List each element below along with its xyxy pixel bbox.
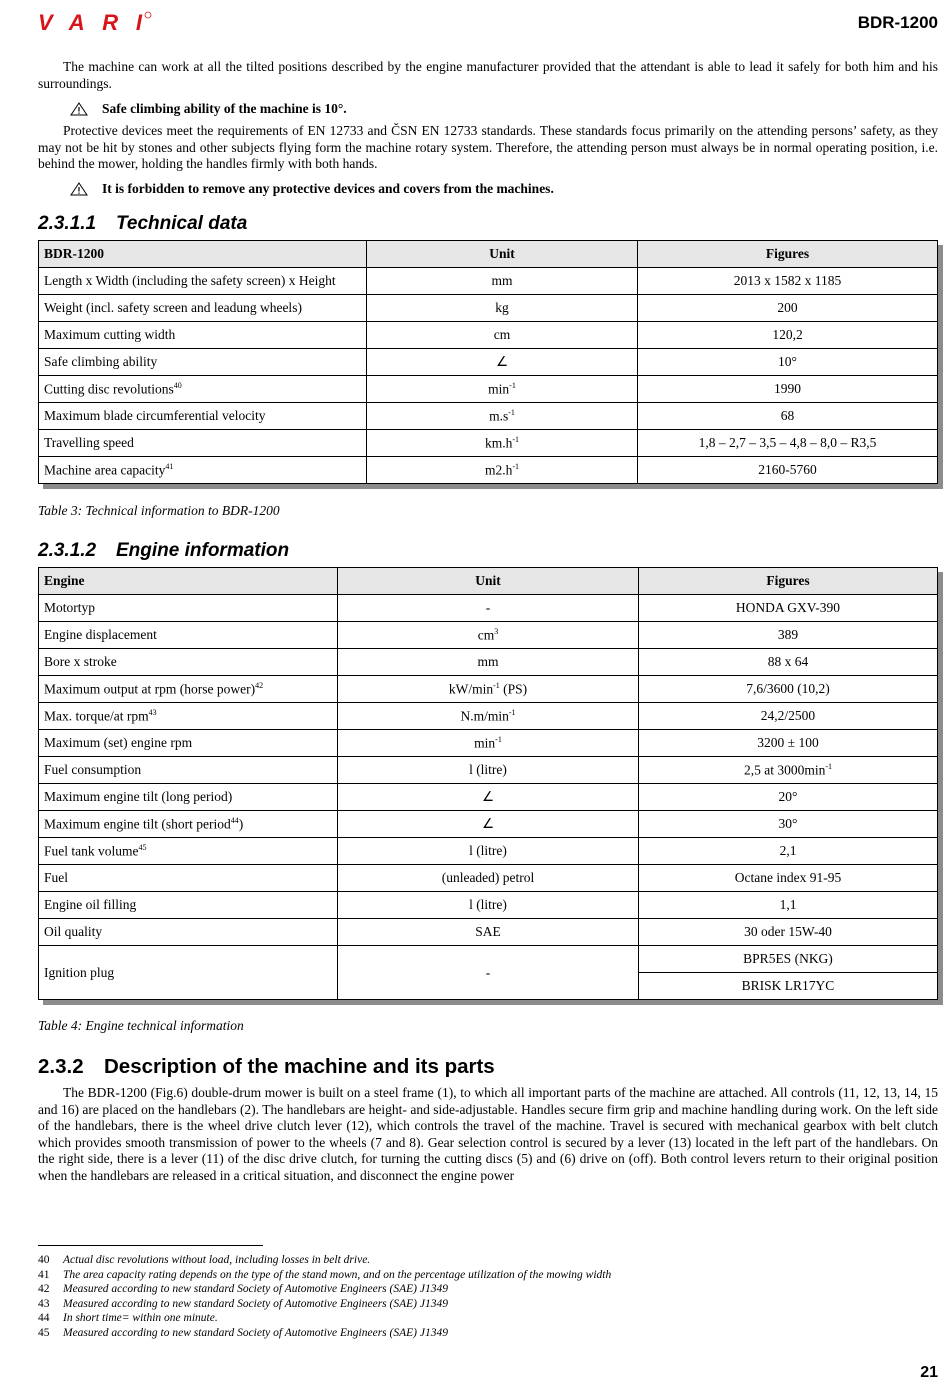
table-row xyxy=(39,811,938,838)
table-row xyxy=(39,322,938,349)
footnote xyxy=(38,1282,611,1297)
table-cell-unit-text: l (litre) xyxy=(469,762,507,777)
table-cell-unit xyxy=(367,349,638,376)
table-cell-parameter xyxy=(39,649,338,676)
table-cell-value xyxy=(639,811,938,838)
table-cell-unit xyxy=(338,730,639,757)
column-header: Engine xyxy=(39,568,338,595)
table-row xyxy=(39,919,938,946)
footnote-number: 40 xyxy=(38,1254,50,1266)
footnote xyxy=(38,1326,611,1341)
table-cell-unit-text: cm xyxy=(493,327,511,342)
table-row xyxy=(39,403,938,430)
table-cell-unit xyxy=(338,703,639,730)
table-cell-parameter-text: Maximum engine tilt (long period) xyxy=(44,789,233,804)
table-cell-unit-text: ∠ xyxy=(495,354,509,369)
table-cell-value xyxy=(638,376,938,403)
table-row xyxy=(39,376,938,403)
table-cell-parameter xyxy=(39,703,338,730)
table-cell-unit xyxy=(367,376,638,403)
table-cell-unit xyxy=(367,457,638,484)
table-cell-unit-text: min xyxy=(474,735,496,751)
footnote xyxy=(38,1268,611,1283)
table-cell-value xyxy=(638,430,938,457)
footnote-number: 45 xyxy=(38,1326,50,1339)
table-row xyxy=(39,457,938,484)
table-cell-parameter xyxy=(39,595,338,622)
table-cell-value-text: 3200 ± 100 xyxy=(757,735,819,750)
superscript: -1 xyxy=(508,707,516,717)
table-cell-parameter xyxy=(39,838,338,865)
table-cell-parameter-text: Fuel consumption xyxy=(44,762,142,777)
superscript: -1 xyxy=(825,761,833,771)
logo-text: VARI xyxy=(38,11,142,33)
table-cell-parameter xyxy=(39,730,338,757)
section-title: Engine information xyxy=(116,540,290,561)
table-cell-unit xyxy=(338,811,639,838)
table-cell-unit-text: cm xyxy=(477,627,495,643)
table-cell-unit xyxy=(338,757,639,784)
table-cell-parameter-text: Bore x stroke xyxy=(44,654,117,669)
table-cell-value: BRISK LR17YC xyxy=(639,973,938,1000)
table-row xyxy=(39,784,938,811)
superscript: -1 xyxy=(493,680,500,690)
table-cell-parameter xyxy=(39,676,338,703)
engine-information-table xyxy=(38,567,938,1000)
table-row xyxy=(39,268,938,295)
table-cell-unit xyxy=(338,919,639,946)
table-cell-parameter-text: Cutting disc revolutions xyxy=(44,381,174,397)
section-number: 2.3.1.1 xyxy=(38,213,97,234)
table-cell-value xyxy=(639,757,938,784)
table-cell-parameter xyxy=(39,784,338,811)
table-cell-value-text: 120,2 xyxy=(772,327,803,342)
superscript: -1 xyxy=(495,734,502,744)
footnotes xyxy=(38,1253,611,1341)
table-cell-unit xyxy=(338,622,639,649)
table-cell-value xyxy=(638,295,938,322)
table-cell-value-text: Octane index 91-95 xyxy=(734,870,842,885)
footnote-number: 42 xyxy=(38,1283,50,1296)
warning-triangle-icon xyxy=(70,102,88,116)
table-cell-value xyxy=(638,268,938,295)
table-cell-unit xyxy=(367,430,638,457)
section-title: Description of the machine and its parts xyxy=(104,1055,495,1078)
table-cell-unit-text: mm xyxy=(491,273,513,288)
document-id: BDR-1200 xyxy=(857,13,938,32)
intro-paragraph-2: Protective devices meet the requirements of EN 12733 and ČSN EN 12733 standards. These standards focus primarily on the attending persons’ safety, as they may not be hit by stones and other subjects flying form the machine rotary system. Therefore, the attending person must always be in normal operating position, i.e. behind the mower, holding the handles firmly with both hands. xyxy=(38,123,938,171)
column-header: BDR-1200 xyxy=(39,241,367,268)
table-cell-value-text: 2,5 at 3000min xyxy=(743,762,826,778)
table-cell-value xyxy=(639,595,938,622)
table-cell-unit xyxy=(338,892,639,919)
table-cell-unit-text: min xyxy=(488,381,510,397)
superscript: -1 xyxy=(509,380,516,390)
superscript: -1 xyxy=(512,461,520,471)
table-header-row xyxy=(39,568,938,595)
table-cell-value-text: 30 oder 15W-40 xyxy=(744,924,832,939)
table-cell-parameter xyxy=(39,349,367,376)
table-header-row xyxy=(39,241,938,268)
superscript: 41 xyxy=(165,461,174,471)
table-cell-unit-text: m2.h xyxy=(484,462,513,478)
table-cell-parameter-text: Machine area capacity xyxy=(44,462,166,478)
table-cell-unit xyxy=(367,295,638,322)
table-cell-parameter-text: Maximum cutting width xyxy=(44,327,176,342)
table-cell-value-text: 2160-5760 xyxy=(758,462,817,477)
table-cell-value xyxy=(638,349,938,376)
technical-data-table xyxy=(38,240,938,484)
column-header: Unit xyxy=(338,568,639,595)
footnote-text: In short time= within one minute. xyxy=(63,1312,218,1325)
table-row xyxy=(39,349,938,376)
table-cell-parameter-text: Length x Width (including the safety screen) x Height xyxy=(44,273,336,288)
table-cell-unit-text: ∠ xyxy=(481,789,495,804)
column-header: Unit xyxy=(367,241,638,268)
table-cell-value xyxy=(639,703,938,730)
table-cell-parameter xyxy=(39,403,367,430)
footnote-text: Measured according to new standard Society of Automotive Engineers (SAE) J1349 xyxy=(63,1297,448,1310)
column-header: Figures xyxy=(638,241,938,268)
table-cell-value-text: 10° xyxy=(778,354,797,369)
superscript: 45 xyxy=(138,842,147,852)
table-row xyxy=(39,430,938,457)
table-row xyxy=(39,946,938,973)
footnote xyxy=(38,1253,611,1268)
table-cell-unit xyxy=(367,322,638,349)
table-cell-parameter-text: Safe climbing ability xyxy=(44,354,158,369)
table-cell-unit xyxy=(338,595,639,622)
table-row xyxy=(39,730,938,757)
warning-climbing xyxy=(70,101,347,117)
table-cell-unit-text: - xyxy=(485,600,491,615)
superscript: -1 xyxy=(508,407,515,417)
table-cell-unit: - xyxy=(338,946,639,1000)
table-cell-parameter xyxy=(39,892,338,919)
table-row xyxy=(39,892,938,919)
table-cell-unit-text: kg xyxy=(495,300,509,315)
table-cell-parameter-text: Maximum output at rpm (horse power) xyxy=(44,681,256,697)
table-cell-parameter-text: Engine displacement xyxy=(44,627,157,642)
footnote-number: 43 xyxy=(38,1297,50,1310)
table-cell-unit xyxy=(338,784,639,811)
table-cell-value-text: 88 x 64 xyxy=(767,654,809,669)
table-caption: Table 3: Technical information to BDR-1200 xyxy=(38,503,280,518)
table-cell-parameter-text: Engine oil filling xyxy=(44,897,137,912)
footnote-text: Measured according to new standard Society of Automotive Engineers (SAE) J1349 xyxy=(63,1283,448,1296)
footnote xyxy=(38,1311,611,1326)
table-cell-value xyxy=(639,649,938,676)
page-number: 21 xyxy=(920,1364,938,1381)
section-heading-engine-information xyxy=(38,540,289,562)
table-cell-value-text: 20° xyxy=(778,789,798,804)
table-cell-parameter xyxy=(39,295,367,322)
table-cell-parameter-text: Fuel tank volume xyxy=(44,843,139,859)
table-cell-value xyxy=(639,730,938,757)
table-cell-parameter-text: Motortyp xyxy=(44,600,96,615)
section-title: Technical data xyxy=(116,213,248,234)
table-cell-value-text: 68 xyxy=(780,408,795,423)
table-cell-value-text: 1,8 – 2,7 – 3,5 – 4,8 – 8,0 – R3,5 xyxy=(698,435,877,450)
table-row xyxy=(39,295,938,322)
superscript: 44 xyxy=(230,815,239,825)
table-cell-parameter xyxy=(39,919,338,946)
table-cell-unit xyxy=(338,865,639,892)
table-cell-parameter-text: Maximum (set) engine rpm xyxy=(44,735,193,750)
table-cell-value-text: 2013 x 1582 x 1185 xyxy=(733,273,842,288)
table-cell-parameter xyxy=(39,376,367,403)
table-cell-unit xyxy=(367,268,638,295)
table-row xyxy=(39,649,938,676)
table-row xyxy=(39,838,938,865)
table-cell-parameter-suffix: ) xyxy=(238,816,244,832)
table-cell-value xyxy=(639,676,938,703)
table-cell-unit-text: (unleaded) petrol xyxy=(441,870,535,885)
table-caption: Table 4: Engine technical information xyxy=(38,1018,244,1033)
table-cell-value: BPR5ES (NKG) xyxy=(639,946,938,973)
superscript: 42 xyxy=(255,680,264,690)
table-cell-value-text: HONDA GXV-390 xyxy=(735,600,841,615)
description-paragraph: The BDR-1200 (Fig.6) double-drum mower is built on a steel frame (1), to which all important parts of the machine are attached. All controls (11, 12, 13, 14, 15 and 16) are placed on the handlebars (2). The handlebars are height- and side-adjustable. Handles secure firm grip and machine handling during work. On the left side of the handlebars, there is the wheel drive clutch lever (12), which controls the travel of the machine. Travel is secured with mechanical gearbox with belt clutch which provides smooth transmission of power to the wheels (7 and 8). Gear selection control is secured by a lever (13) located in the left part of the handlebars. On the right side, there is a lever (11) of the disc drive clutch, for turning the cutting discs (5) and (6) drive on (off). Both control levers return to their original position when the handlebars are released in a critical situation, and disconnect the engine power xyxy=(38,1085,938,1183)
table-cell-value-text: 389 xyxy=(777,627,799,642)
table-cell-parameter xyxy=(39,811,338,838)
table-cell-unit-text: SAE xyxy=(475,924,501,939)
table-cell-value-text: 30° xyxy=(778,816,798,831)
table-cell-parameter xyxy=(39,268,367,295)
warning-triangle-icon xyxy=(70,182,88,196)
table-cell-unit xyxy=(338,649,639,676)
table-cell-parameter-text: Travelling speed xyxy=(44,435,134,450)
table-cell-unit-text: l (litre) xyxy=(469,843,507,858)
table-cell-value-text: 7,6/3600 (10,2) xyxy=(746,681,830,696)
table-cell-parameter xyxy=(39,457,367,484)
table-cell-parameter xyxy=(39,757,338,784)
section-number: 2.3.2 xyxy=(38,1055,84,1078)
table-cell-value xyxy=(638,457,938,484)
footnote-separator xyxy=(38,1245,263,1246)
table-cell-unit-text: N.m/min xyxy=(460,708,509,724)
table-cell-value-text: 200 xyxy=(777,300,798,315)
footnote-text: The area capacity rating depends on the type of the stand mown, and on the percentage utilization of the mowing width xyxy=(63,1268,612,1281)
table-row xyxy=(39,595,938,622)
section-number: 2.3.1.2 xyxy=(38,540,97,561)
table-cell-unit-text: l (litre) xyxy=(469,897,507,912)
table-cell-unit-text: m.s xyxy=(489,408,509,424)
table-cell-parameter-text: Maximum engine tilt (short period xyxy=(44,816,231,832)
table-cell-value-text: 1990 xyxy=(774,381,801,396)
table-cell-value xyxy=(638,322,938,349)
warning-climbing-text: Safe climbing ability of the machine is 10°. xyxy=(102,101,347,116)
table-row xyxy=(39,676,938,703)
table-cell-parameter xyxy=(39,322,367,349)
superscript: -1 xyxy=(512,434,520,444)
table-cell-parameter xyxy=(39,865,338,892)
intro-paragraph-1: The machine can work at all the tilted positions described by the engine manufacturer provided that the attendant is able to lead it safely for both him and his surroundings. xyxy=(38,59,938,91)
section-heading-description xyxy=(38,1055,495,1079)
table-row xyxy=(39,622,938,649)
table-cell-unit-text: ∠ xyxy=(481,816,495,831)
table-cell-value-text: 1,1 xyxy=(779,897,797,912)
section-heading-technical-data xyxy=(38,213,247,235)
table-cell-unit xyxy=(367,403,638,430)
table-cell-value xyxy=(639,622,938,649)
table-cell-value xyxy=(639,784,938,811)
table-cell-parameter: Ignition plug xyxy=(39,946,338,1000)
table-cell-value xyxy=(639,865,938,892)
superscript: 3 xyxy=(494,626,499,636)
warning-protective xyxy=(70,181,554,197)
footnote-text: Measured according to new standard Society of Automotive Engineers (SAE) J1349 xyxy=(63,1326,448,1339)
table-cell-parameter-text: Fuel xyxy=(44,870,69,885)
column-header: Figures xyxy=(639,568,938,595)
footnote-text: Actual disc revolutions without load, including losses in belt drive. xyxy=(63,1254,371,1266)
table-cell-parameter-text: Oil quality xyxy=(44,924,103,939)
table-cell-parameter-text: Weight (incl. safety screen and leadung wheels) xyxy=(44,300,302,315)
footnote xyxy=(38,1297,611,1312)
table-cell-unit-text: km.h xyxy=(484,435,513,451)
table-cell-value xyxy=(639,892,938,919)
superscript: 43 xyxy=(148,707,157,717)
table-cell-unit xyxy=(338,676,639,703)
table-cell-value xyxy=(639,919,938,946)
table-cell-unit xyxy=(338,838,639,865)
table-row xyxy=(39,757,938,784)
footnote-number: 44 xyxy=(38,1312,50,1325)
footnote-number: 41 xyxy=(38,1268,50,1281)
table-cell-value-text: 2,1 xyxy=(779,843,797,858)
table-cell-parameter-text: Maximum blade circumferential velocity xyxy=(44,408,266,423)
table-row xyxy=(39,703,938,730)
table-row xyxy=(39,865,938,892)
vari-logo xyxy=(38,11,152,33)
superscript: 40 xyxy=(173,380,182,390)
table-cell-unit-text: mm xyxy=(477,654,499,669)
warning-protective-text: It is forbidden to remove any protective devices and covers from the machines. xyxy=(102,181,554,196)
table-cell-parameter xyxy=(39,430,367,457)
table-cell-parameter-text: Max. torque/at rpm xyxy=(44,708,149,724)
table-cell-value-text: 24,2/2500 xyxy=(760,708,816,723)
table-cell-value xyxy=(639,838,938,865)
table-cell-unit-text: kW/min xyxy=(448,681,494,697)
table-cell-value xyxy=(638,403,938,430)
table-cell-unit-suffix: (PS) xyxy=(499,681,528,697)
table-cell-parameter xyxy=(39,622,338,649)
